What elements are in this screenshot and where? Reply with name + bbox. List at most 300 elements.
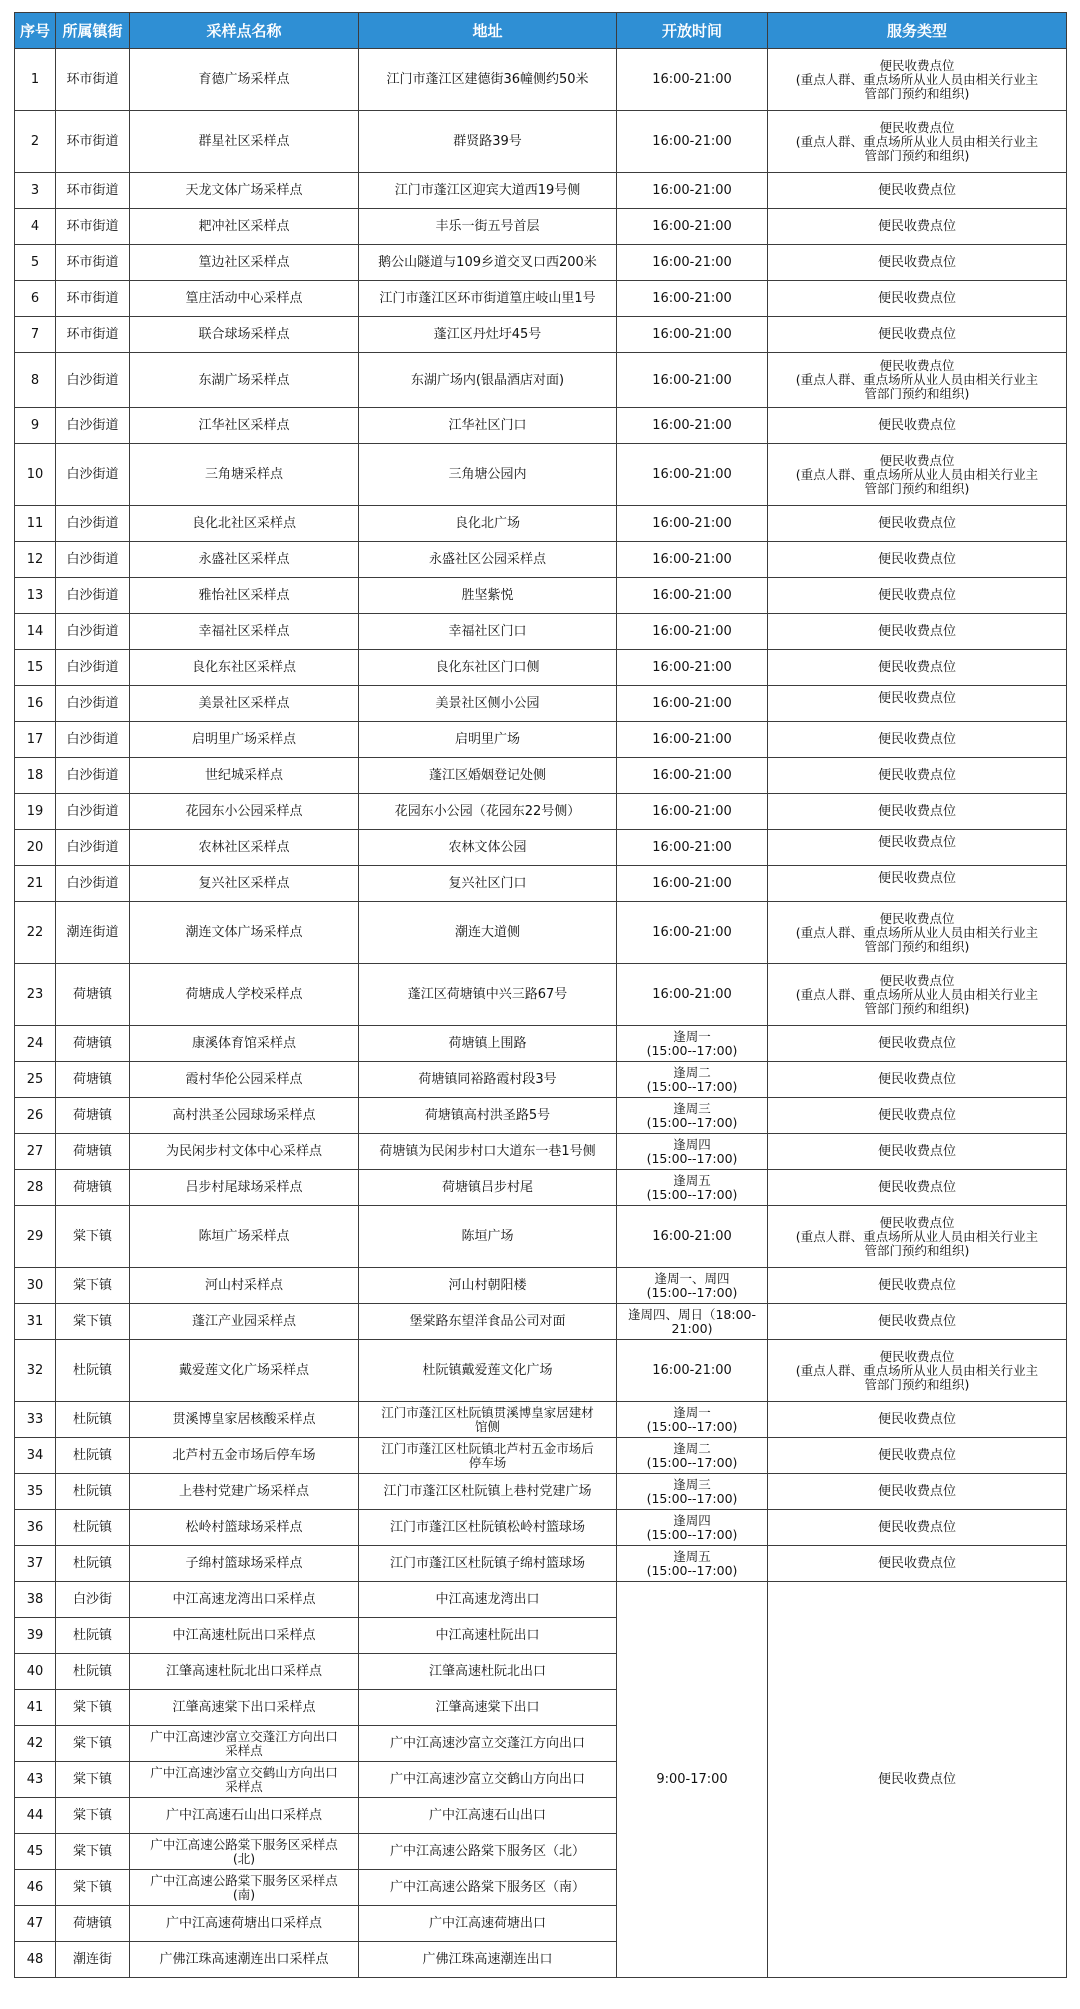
row-town: 环市街道	[56, 281, 130, 317]
cell-line: 东湖广场内(银晶酒店对面)	[410, 372, 565, 388]
row-open-hours	[617, 173, 768, 209]
row-address	[359, 353, 617, 408]
table-row	[15, 866, 1067, 902]
row-town: 环市街道	[56, 111, 130, 173]
table-row	[15, 317, 1067, 353]
cell-line: 荷塘成人学校采样点	[185, 987, 303, 1002]
row-address	[359, 1026, 617, 1062]
row-site-name	[130, 1098, 359, 1134]
row-open-hours	[617, 111, 768, 173]
merged-service-type: 便民收费点位	[768, 1582, 1067, 1978]
row-site-name	[130, 173, 359, 209]
cell-line: 管部门预约和组织)	[864, 1242, 970, 1258]
row-site-name	[130, 542, 359, 578]
row-index: 46	[15, 1870, 56, 1906]
row-town: 杜阮镇	[56, 1546, 130, 1582]
cell-line: 16:00-21:00	[652, 1229, 732, 1244]
row-town: 白沙街道	[56, 353, 130, 408]
row-site-name	[130, 614, 359, 650]
cell-line: 便民收费点位	[879, 358, 955, 373]
row-service-type: 便民收费点位	[768, 1134, 1067, 1170]
cell-line: 鹅公山隧道与109乡道交叉口西200米	[378, 255, 597, 270]
row-address	[359, 578, 617, 614]
cell-line: 良化北广场	[454, 516, 520, 531]
row-site-name	[130, 1870, 359, 1906]
row-open-hours	[617, 1098, 768, 1134]
cell-line: 广中江高速沙富立交鹤山方向出口	[389, 1772, 585, 1787]
cell-line: 江肇高速棠下出口采样点	[172, 1700, 316, 1715]
row-town: 棠下镇	[56, 1304, 130, 1340]
cell-line: (15:00--17:00)	[646, 1418, 738, 1434]
header-town: 所属镇街	[56, 13, 130, 49]
row-index: 22	[15, 902, 56, 964]
table-row	[15, 408, 1067, 444]
row-index: 28	[15, 1170, 56, 1206]
row-site-name	[130, 1906, 359, 1942]
row-service-type: 便民收费点位	[768, 506, 1067, 542]
cell-line: 16:00-21:00	[652, 987, 732, 1002]
row-site-name	[130, 209, 359, 245]
row-town: 荷塘镇	[56, 1134, 130, 1170]
cell-line: 世纪城采样点	[204, 768, 283, 783]
cell-line: 16:00-21:00	[652, 291, 732, 306]
row-service-type: 便民收费点位	[768, 794, 1067, 830]
cell-line: 江门市蓬江区杜阮镇子绵村篮球场	[389, 1556, 585, 1571]
row-address	[359, 1340, 617, 1402]
row-site-name	[130, 1402, 359, 1438]
row-open-hours	[617, 1062, 768, 1098]
cell-line: 16:00-21:00	[652, 219, 732, 234]
row-address	[359, 1170, 617, 1206]
cell-line: 农林社区采样点	[198, 840, 290, 855]
row-open-hours	[617, 542, 768, 578]
row-service-type: 便民收费点位	[768, 1170, 1067, 1206]
row-index: 23	[15, 964, 56, 1026]
cell-line: 16:00-21:00	[652, 418, 732, 433]
cell-line: 江门市蓬江区杜阮镇上巷村党建广场	[383, 1484, 592, 1499]
cell-line: 江肇高速棠下出口	[435, 1700, 540, 1715]
cell-line: (15:00--17:00)	[646, 1150, 738, 1166]
row-index: 7	[15, 317, 56, 353]
table-row	[15, 964, 1067, 1026]
row-service-type	[768, 1340, 1067, 1402]
row-service-type: 便民收费点位	[768, 758, 1067, 794]
row-town: 荷塘镇	[56, 964, 130, 1026]
row-index: 3	[15, 173, 56, 209]
cell-line: 逢周二	[673, 1440, 711, 1456]
row-open-hours	[617, 964, 768, 1026]
row-index: 29	[15, 1206, 56, 1268]
row-site-name	[130, 1654, 359, 1690]
table-row	[15, 353, 1067, 408]
table-row	[15, 209, 1067, 245]
cell-line: (15:00--17:00)	[646, 1284, 738, 1300]
row-address	[359, 506, 617, 542]
cell-line: 16:00-21:00	[652, 660, 732, 675]
table-row	[15, 49, 1067, 111]
cell-line: 16:00-21:00	[652, 552, 732, 567]
cell-line: 逢周五	[673, 1548, 711, 1564]
cell-line: 逢周四	[673, 1512, 711, 1528]
cell-line: 广中江高速荷塘出口	[428, 1916, 546, 1931]
row-open-hours	[617, 1134, 768, 1170]
row-site-name	[130, 1726, 359, 1762]
row-site-name	[130, 1438, 359, 1474]
row-address	[359, 111, 617, 173]
row-site-name	[130, 1170, 359, 1206]
row-index: 9	[15, 408, 56, 444]
cell-line: 霞村华伦公园采样点	[185, 1072, 303, 1087]
cell-line: 管部门预约和组织)	[864, 1000, 970, 1016]
row-open-hours	[617, 444, 768, 506]
cell-line: 潮连文体广场采样点	[185, 925, 303, 940]
cell-line: (15:00--17:00)	[646, 1042, 738, 1058]
row-address	[359, 650, 617, 686]
cell-line: 16:00-21:00	[652, 327, 732, 342]
row-address	[359, 1062, 617, 1098]
cell-line: 江门市蓬江区迎宾大道西19号侧	[394, 183, 581, 198]
header-open-hours: 开放时间	[617, 13, 768, 49]
cell-line: 潮连大道侧	[454, 925, 520, 940]
cell-line: 美景社区侧小公园	[435, 696, 540, 711]
cell-line: 陈垣广场	[461, 1229, 514, 1244]
table-row	[15, 1062, 1067, 1098]
cell-line: (15:00--17:00)	[646, 1078, 738, 1094]
row-index: 33	[15, 1402, 56, 1438]
row-service-type: 便民收费点位	[768, 1098, 1067, 1134]
row-town: 棠下镇	[56, 1834, 130, 1870]
row-site-name	[130, 1834, 359, 1870]
table-row	[15, 1474, 1067, 1510]
cell-line: 广中江高速公路棠下服务区采样点	[150, 1872, 338, 1888]
row-town: 白沙街道	[56, 686, 130, 722]
row-town: 白沙街道	[56, 408, 130, 444]
cell-line: 江华社区门口	[448, 418, 527, 433]
cell-line: 广中江高速沙富立交鹤山方向出口	[150, 1764, 338, 1780]
cell-line: 16:00-21:00	[652, 72, 732, 87]
row-address	[359, 1762, 617, 1798]
row-address	[359, 1206, 617, 1268]
cell-line: 16:00-21:00	[652, 696, 732, 711]
row-address	[359, 686, 617, 722]
cell-line: 花园东小公园（花园东22号侧）	[394, 804, 581, 819]
cell-line: 高村洪圣公园球场采样点	[172, 1108, 316, 1123]
row-site-name	[130, 964, 359, 1026]
row-open-hours	[617, 1474, 768, 1510]
row-town: 棠下镇	[56, 1762, 130, 1798]
cell-line: 东湖广场采样点	[198, 372, 290, 388]
row-service-type: 便民收费点位	[768, 614, 1067, 650]
table-row	[15, 758, 1067, 794]
cell-line: 广中江高速石山出口采样点	[165, 1808, 322, 1823]
row-address	[359, 758, 617, 794]
cell-line: 康溪体育馆采样点	[191, 1036, 296, 1051]
header-address: 地址	[359, 13, 617, 49]
row-open-hours	[617, 1546, 768, 1582]
row-site-name	[130, 722, 359, 758]
cell-line: 江肇高速杜阮北出口	[428, 1664, 546, 1679]
row-address	[359, 866, 617, 902]
row-town: 环市街道	[56, 173, 130, 209]
cell-line: 上巷村党建广场采样点	[178, 1484, 309, 1499]
row-index: 37	[15, 1546, 56, 1582]
row-open-hours	[617, 902, 768, 964]
row-town: 杜阮镇	[56, 1510, 130, 1546]
row-site-name	[130, 794, 359, 830]
row-town: 荷塘镇	[56, 1062, 130, 1098]
row-index: 21	[15, 866, 56, 902]
cell-line: 荷塘镇上围路	[448, 1036, 527, 1051]
cell-line: 美景社区采样点	[198, 696, 290, 711]
row-open-hours	[617, 1170, 768, 1206]
row-town: 环市街道	[56, 49, 130, 111]
row-index: 12	[15, 542, 56, 578]
row-site-name	[130, 245, 359, 281]
row-address	[359, 1582, 617, 1618]
row-index: 32	[15, 1340, 56, 1402]
row-site-name	[130, 1762, 359, 1798]
cell-line: 荷塘镇同裕路霞村段3号	[418, 1072, 557, 1087]
cell-line: 戴爱莲文化广场采样点	[178, 1363, 309, 1378]
row-index: 24	[15, 1026, 56, 1062]
row-open-hours	[617, 281, 768, 317]
cell-line: 便民收费点位	[879, 910, 955, 926]
cell-line: 管部门预约和组织)	[864, 147, 970, 163]
row-address	[359, 902, 617, 964]
table-row	[15, 173, 1067, 209]
table-row	[15, 245, 1067, 281]
cell-line: 良化东社区门口侧	[435, 660, 540, 675]
cell-line: (重点人群、重点场所从业人员由相关行业主	[795, 924, 1039, 940]
row-index: 44	[15, 1798, 56, 1834]
row-open-hours	[617, 1026, 768, 1062]
cell-line: 逢周五	[673, 1172, 711, 1188]
row-address	[359, 281, 617, 317]
cell-line: (重点人群、重点场所从业人员由相关行业主	[795, 986, 1039, 1002]
cell-line: 篁边社区采样点	[198, 255, 290, 270]
row-site-name	[130, 49, 359, 111]
table-row	[15, 902, 1067, 964]
cell-line: 广中江高速公路棠下服务区采样点	[150, 1836, 338, 1852]
table-row	[15, 686, 1067, 722]
row-index: 43	[15, 1762, 56, 1798]
cell-line: 蓬江产业园采样点	[191, 1314, 296, 1329]
row-site-name	[130, 444, 359, 506]
row-address	[359, 542, 617, 578]
row-service-type: 便民收费点位	[768, 578, 1067, 614]
row-open-hours	[617, 317, 768, 353]
cell-line: 群贤路39号	[453, 134, 522, 149]
row-site-name	[130, 902, 359, 964]
row-site-name	[130, 1942, 359, 1978]
row-town: 杜阮镇	[56, 1654, 130, 1690]
row-site-name	[130, 686, 359, 722]
row-open-hours	[617, 1268, 768, 1304]
cell-line: 永盛社区采样点	[198, 552, 290, 567]
row-index: 18	[15, 758, 56, 794]
cell-line: (15:00--17:00)	[646, 1114, 738, 1130]
cell-line: 管部门预约和组织)	[864, 1376, 970, 1392]
cell-line: 为民闲步村文体中心采样点	[165, 1144, 322, 1159]
row-address	[359, 1474, 617, 1510]
sampling-sites-table	[14, 12, 1067, 1978]
row-service-type: 便民收费点位	[768, 830, 1067, 866]
row-town: 白沙街道	[56, 614, 130, 650]
cell-line: 幸福社区门口	[448, 624, 527, 639]
cell-line: 北芦村五金市场后停车场	[172, 1448, 316, 1463]
row-town: 棠下镇	[56, 1870, 130, 1906]
cell-line: 子绵村篮球场采样点	[185, 1556, 303, 1571]
row-address	[359, 1098, 617, 1134]
table-row	[15, 1206, 1067, 1268]
cell-line: 逢周四	[673, 1136, 711, 1152]
cell-line: 逢周二	[673, 1064, 711, 1080]
cell-line: 管部门预约和组织)	[864, 85, 970, 101]
cell-line: 16:00-21:00	[652, 255, 732, 270]
row-open-hours	[617, 794, 768, 830]
row-site-name	[130, 1510, 359, 1546]
row-town: 潮连街道	[56, 902, 130, 964]
cell-line: 16:00-21:00	[652, 925, 732, 940]
row-service-type	[768, 1206, 1067, 1268]
cell-line: (重点人群、重点场所从业人员由相关行业主	[795, 1362, 1039, 1378]
row-open-hours	[617, 245, 768, 281]
table-row	[15, 542, 1067, 578]
cell-line: 广佛江珠高速潮连出口	[422, 1952, 553, 1967]
cell-line: 采样点	[225, 1778, 263, 1794]
row-open-hours	[617, 614, 768, 650]
row-site-name	[130, 866, 359, 902]
row-site-name	[130, 1474, 359, 1510]
table-body	[15, 49, 1067, 1978]
row-site-name	[130, 1026, 359, 1062]
row-open-hours	[617, 866, 768, 902]
cell-line: (重点人群、重点场所从业人员由相关行业主	[795, 372, 1039, 387]
row-address	[359, 444, 617, 506]
cell-line: 复兴社区门口	[448, 876, 527, 891]
cell-line: 良化东社区采样点	[191, 660, 296, 675]
cell-line: 三角塘采样点	[204, 467, 283, 482]
row-town: 环市街道	[56, 317, 130, 353]
cell-line: 雅怡社区采样点	[198, 588, 290, 603]
cell-line: 便民收费点位	[879, 57, 955, 73]
row-index: 4	[15, 209, 56, 245]
cell-line: 荷塘镇吕步村尾	[441, 1180, 533, 1195]
cell-line: 联合球场采样点	[198, 327, 290, 342]
row-service-type: 便民收费点位	[768, 866, 1067, 902]
row-index: 42	[15, 1726, 56, 1762]
table-row	[15, 1268, 1067, 1304]
row-index: 14	[15, 614, 56, 650]
row-index: 48	[15, 1942, 56, 1978]
row-index: 5	[15, 245, 56, 281]
row-town: 白沙街道	[56, 542, 130, 578]
row-service-type: 便民收费点位	[768, 317, 1067, 353]
row-service-type: 便民收费点位	[768, 209, 1067, 245]
row-town: 环市街道	[56, 209, 130, 245]
cell-line: 逢周三	[673, 1476, 711, 1492]
row-index: 6	[15, 281, 56, 317]
row-town: 杜阮镇	[56, 1438, 130, 1474]
table-row	[15, 1340, 1067, 1402]
row-index: 27	[15, 1134, 56, 1170]
row-open-hours	[617, 650, 768, 686]
cell-line: 便民收费点位	[879, 1214, 955, 1230]
row-address	[359, 722, 617, 758]
cell-line: 群星社区采样点	[198, 134, 290, 149]
table-row	[15, 506, 1067, 542]
row-address	[359, 1268, 617, 1304]
cell-line: 幸福社区采样点	[198, 624, 290, 639]
cell-line: 陈垣广场采样点	[198, 1229, 290, 1244]
table-row	[15, 281, 1067, 317]
row-service-type: 便民收费点位	[768, 686, 1067, 722]
row-open-hours	[617, 1402, 768, 1438]
header-site-name: 采样点名称	[130, 13, 359, 49]
row-town: 白沙街道	[56, 506, 130, 542]
cell-line: 荷塘镇高村洪圣路5号	[424, 1108, 551, 1123]
cell-line: 广中江高速公路棠下服务区（南）	[389, 1880, 585, 1895]
cell-line: 江门市蓬江区环市街道篁庄岐山里1号	[379, 291, 596, 306]
row-index: 47	[15, 1906, 56, 1942]
table-row	[15, 578, 1067, 614]
table-row	[15, 1134, 1067, 1170]
cell-line: 广中江高速沙富立交蓬江方向出口	[150, 1728, 338, 1744]
cell-line: 贯溪博皇家居核酸采样点	[172, 1412, 316, 1427]
row-open-hours	[617, 578, 768, 614]
row-index: 13	[15, 578, 56, 614]
cell-line: 停车场	[468, 1454, 507, 1470]
row-service-type: 便民收费点位	[768, 1026, 1067, 1062]
cell-line: 16:00-21:00	[652, 183, 732, 198]
cell-line: 松岭村篮球场采样点	[185, 1520, 303, 1535]
table-row	[15, 1438, 1067, 1474]
cell-line: (南)	[232, 1886, 256, 1902]
row-town: 白沙街道	[56, 866, 130, 902]
row-service-type	[768, 444, 1067, 506]
row-town: 荷塘镇	[56, 1170, 130, 1206]
row-town: 棠下镇	[56, 1268, 130, 1304]
row-town: 白沙街道	[56, 444, 130, 506]
row-town: 棠下镇	[56, 1798, 130, 1834]
row-service-type: 便民收费点位	[768, 1062, 1067, 1098]
cell-line: (重点人群、重点场所从业人员由相关行业主	[795, 1228, 1039, 1244]
row-open-hours	[617, 408, 768, 444]
cell-line: (重点人群、重点场所从业人员由相关行业主	[795, 71, 1039, 87]
row-index: 31	[15, 1304, 56, 1340]
table-row	[15, 1098, 1067, 1134]
cell-line: (15:00--17:00)	[646, 1186, 738, 1202]
row-open-hours	[617, 1438, 768, 1474]
table-row	[15, 1510, 1067, 1546]
cell-line: 荷塘镇为民闲步村口大道东一巷1号侧	[379, 1144, 596, 1159]
row-service-type: 便民收费点位	[768, 650, 1067, 686]
row-service-type: 便民收费点位	[768, 173, 1067, 209]
row-address	[359, 1942, 617, 1978]
cell-line: 广中江高速公路棠下服务区（北）	[389, 1844, 585, 1859]
row-address	[359, 1690, 617, 1726]
row-service-type: 便民收费点位	[768, 1546, 1067, 1582]
row-address	[359, 1906, 617, 1942]
row-index: 2	[15, 111, 56, 173]
row-town: 潮连街	[56, 1942, 130, 1978]
cell-line: 16:00-21:00	[652, 804, 732, 819]
cell-line: 16:00-21:00	[652, 134, 732, 149]
row-address	[359, 1546, 617, 1582]
table-row	[15, 111, 1067, 173]
cell-line: 江肇高速杜阮北出口采样点	[165, 1664, 322, 1679]
row-site-name	[130, 281, 359, 317]
